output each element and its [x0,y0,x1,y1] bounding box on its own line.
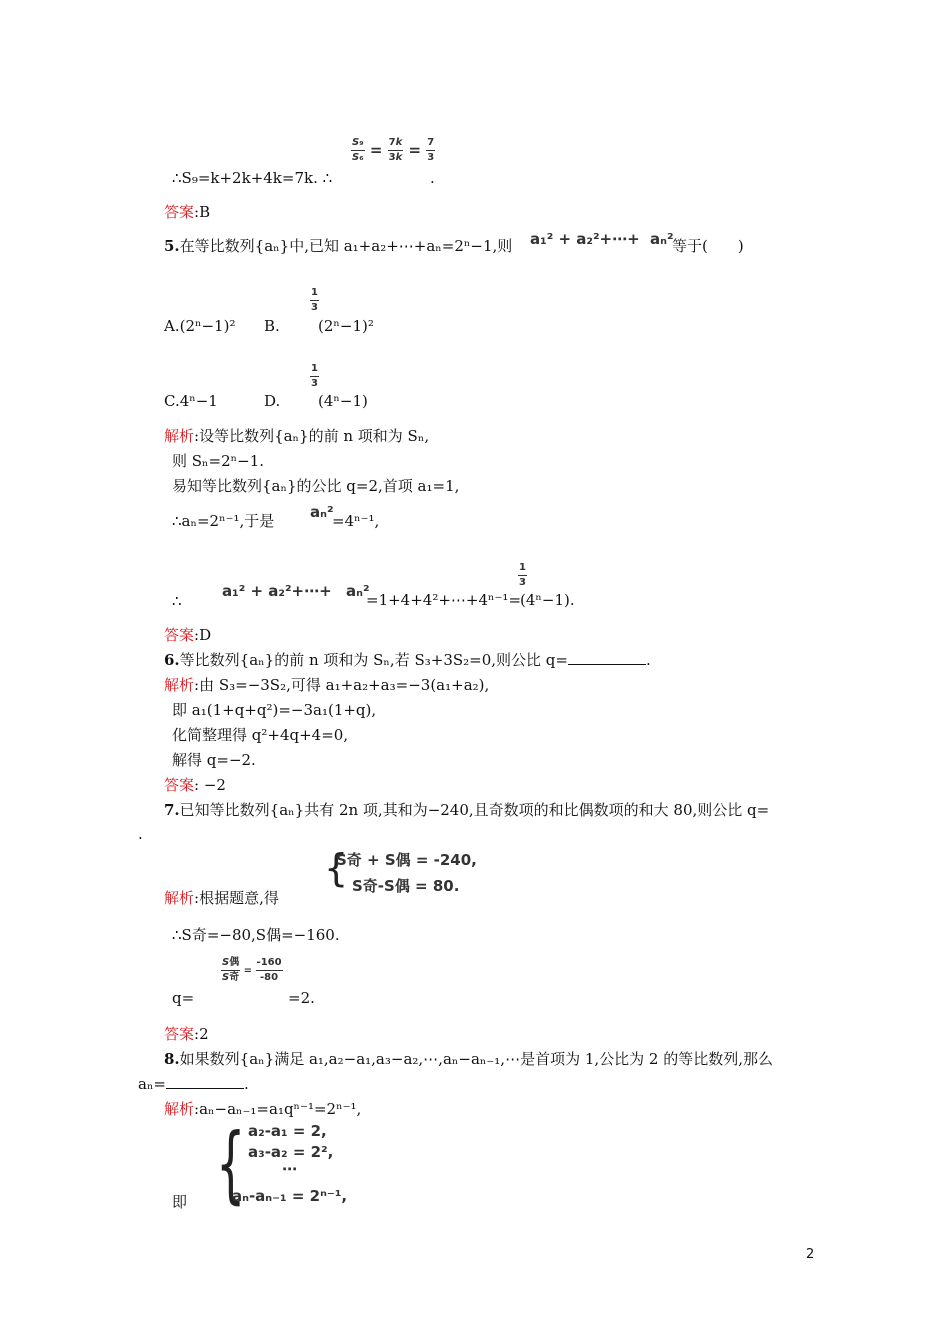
q5-geometric-sum: =1+4+4²+⋯+4ⁿ⁻¹= [366,591,522,609]
question-number: 8. [164,1050,180,1068]
q5-analysis-2: 则 Sₙ=2ⁿ−1. [172,452,265,470]
system-brace: { [324,846,349,890]
question-5-stem-end: 等于( ) [672,237,744,255]
option-c: C.4ⁿ−1 [164,392,218,410]
analysis-text: :根据题意,得 [194,889,279,907]
q7-analysis-2: ∴S奇=−80,S偶=−160. [172,926,340,944]
answer-value: :B [194,203,211,221]
question-8-stem-line2 [138,1074,249,1094]
analysis-label: 解析 [164,1100,195,1118]
analysis-text: :由 S₃=−3S₂,可得 a₁+a₂+a₃=−3(a₁+a₂), [194,676,490,694]
analysis-label: 解析 [164,676,195,694]
q5-analysis-1 [164,426,429,446]
answer-blank [568,650,646,665]
answer-blank [166,1074,244,1089]
page-number: 2 [806,1247,815,1262]
q5-sum-formula: a₁² + a₂²+⋯+ [222,582,332,600]
therefore-s9-line: ∴S₉=k+2k+4k=7k. ∴ [172,169,333,187]
q5-an-squared: aₙ² [310,503,334,521]
third-fraction-b: $\frac{1}{3}$ [311,287,318,313]
answer-value: :2 [194,1025,209,1043]
third-fraction-sum: $\frac{1}{3}$ [519,562,526,588]
sum-of-squares-formula: a₁² + a₂²+⋯+ [530,230,640,248]
answer-value: : −2 [194,776,226,794]
question-7-stem-end: . [138,825,143,843]
option-d-label: D. [264,392,281,410]
question-8-stem [164,1049,773,1069]
question-text: 已知等比数列{aₙ}共有 2n 项,其和为−240,且奇数项的和比偶数项的和大 80,则公比 q= [179,801,770,819]
analysis-label: 解析 [164,889,195,907]
analysis-text: :设等比数列{aₙ}的前 n 项和为 Sₙ, [194,427,430,445]
q7-q-result: =2. [288,989,315,1007]
option-b: (2ⁿ−1)² [318,317,374,335]
system-equation-2: S奇-S偶 = 80. [352,877,460,895]
option-d: (4ⁿ−1) [318,392,368,410]
an-squared: aₙ² [650,230,674,248]
question-text: 如果数列{aₙ}满足 a₁,a₂−a₁,a₃−a₂,⋯,aₙ−aₙ₋₁,⋯是首项为 1,公比为 2 的等比数列,那么 [179,1050,774,1068]
q6-analysis-1 [164,675,489,695]
system-ellipsis: ⋯ [282,1160,297,1178]
question-7-stem [164,800,769,820]
fraction-s9-s6: $\frac{\text{S₉}}{\text{S₆}}$ = $\frac{7k}{3k}$ = $\frac{7}{3}$ [352,137,435,163]
answer-label: 答案 [164,776,195,794]
q8-ji: 即 [172,1193,188,1211]
question-number: 7. [164,801,180,819]
answer-line-q6 [164,775,226,795]
question-6-stem [164,650,651,670]
q7-q-label: q= [172,989,195,1007]
system-equation-1: S奇 + S偶 = -240, [336,851,477,869]
option-b-label: B. [264,317,280,335]
q6-analysis-3: 化简整理得 q²+4q+4=0, [172,726,349,744]
q5-result: (4ⁿ−1). [520,591,575,609]
q8-analysis-1 [164,1099,361,1119]
question-text: 等比数列{aₙ}的前 n 项和为 Sₙ,若 S₃+3S₂=0,则公比 q= [179,651,568,669]
answer-label: 答案 [164,203,195,221]
system-equation-1: a₂-a₁ = 2, [248,1122,327,1140]
q5-an-squared-sum: aₙ² [346,582,370,600]
answer-line-q5 [164,625,211,645]
answer-value: :D [194,626,212,644]
analysis-text: :aₙ−aₙ₋₁=a₁qⁿ⁻¹=2ⁿ⁻¹, [194,1100,362,1118]
answer-line-p1 [164,202,210,222]
answer-line-q7 [164,1024,209,1044]
question-text: 在等比数列{aₙ}中,已知 a₁+a₂+⋯+aₙ=2ⁿ−1,则 [179,237,513,255]
question-number: 5. [164,237,180,255]
q7-ratio-fraction: $\frac{\text{S偶}}{\text{S奇}}$ = $\frac{-160}{-80}$ [222,957,282,983]
q6-analysis-2: 即 a₁(1+q+q²)=−3a₁(1+q), [172,701,377,719]
analysis-label: 解析 [164,427,195,445]
period: . [430,169,435,187]
q5-therefore: ∴ [172,592,182,610]
system-brace: { [216,1115,246,1213]
q5-analysis-4: ∴aₙ=2ⁿ⁻¹,于是 [172,512,275,530]
q7-analysis-1 [164,888,279,908]
period: . [244,1075,249,1093]
answer-label: 答案 [164,1025,195,1043]
system-equation-3: aₙ-aₙ₋₁ = 2ⁿ⁻¹, [232,1187,348,1205]
third-fraction-d: $\frac{1}{3}$ [311,363,318,389]
question-5-stem [164,236,512,256]
period: . [645,651,651,669]
q5-analysis-3: 易知等比数列{aₙ}的公比 q=2,首项 a₁=1, [172,477,460,495]
answer-label: 答案 [164,626,195,644]
q5-analysis-4-tail: =4ⁿ⁻¹, [332,512,380,530]
question-number: 6. [164,651,180,669]
q6-analysis-4: 解得 q=−2. [172,751,256,769]
system-equation-2: a₃-a₂ = 2², [248,1143,334,1161]
option-a: A.(2ⁿ−1)² [164,317,236,335]
question-text: aₙ= [138,1075,167,1093]
